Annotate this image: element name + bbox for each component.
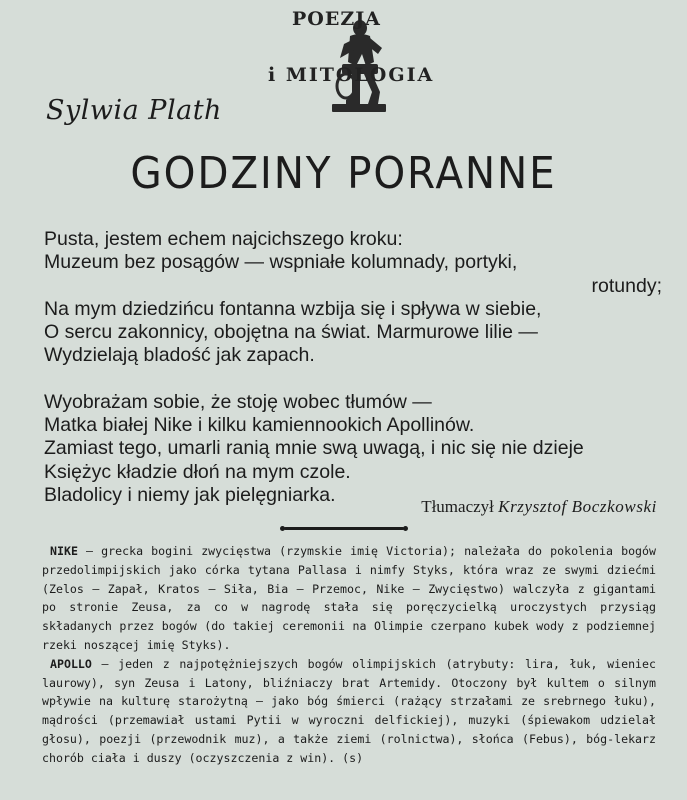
- poem-body: [44, 228, 664, 507]
- poem-line: Na mym dziedzińcu fontanna wzbija się i spływa w siebie,: [44, 297, 542, 320]
- note-term: NIKE: [50, 544, 78, 558]
- masthead-top-text: POEZJA: [292, 8, 381, 30]
- note-term: APOLLO: [50, 656, 92, 671]
- note-text: — grecka bogini zwycięstwa (rzymskie imię Victoria); należała do pokolenia bogów przedolimpijskich jako córka tytana Pallasa i nimfy Styks, która wraz ze swymi dziećmi (Zelos — Zapał, Kratos — Siła, Bia — Przemoc, Nike — Zwycięstwo) walczyła z gigantami po stronie Zeusa, za co w nagrodę stała się poręczycielką uroczystych przysiąg składanych przez bogów (do takiej ceremonii na Olimpie czerpano kubek wody z podziemnej rzeki noszącej imię Styks).: [42, 544, 656, 652]
- note-nike: [42, 542, 656, 655]
- poem-line: Księżyc kładzie dłoń na mym czole.: [44, 460, 351, 483]
- poem-line: Pusta, jestem echem najcichszego kroku:: [44, 228, 403, 250]
- note-text: — jeden z najpotężniejszych bogów olimpijskich (atrybuty: lira, łuk, wieniec laurowy), syn Zeusa i Latony, bliźniaczy brat Artemidy. Otoczony był kultem o silnym wpływie na kulturę starożytną — jako bóg śmierci (rażący strzałami ze srebrnego łuku), mądrości (przemawiał ustami Pytii w wyroczni delfickiej), muzyki (śpiewakom udzielał głosu), poezji (przewodnik muz), a także ziemi (rolnictwa), słońca (Febus), bóg-lekarz chorób ciała i duszy (oczyszczenia z win). (s): [42, 656, 656, 765]
- poem-line: rotundy;: [591, 274, 662, 297]
- poem-line: Bladolicy i niemy jak pielęgniarka.: [44, 483, 336, 506]
- poem-title: GODZINY PORANNE: [130, 148, 557, 199]
- poem-line: O sercu zakonnicy, obojętna na świat. Marmurowe lilie —: [44, 321, 538, 344]
- poem-line: Wyobrażam sobie, że stoję wobec tłumów —: [44, 390, 432, 413]
- translator-name: Krzysztof Boczkowski: [498, 497, 657, 516]
- stanza-break: [44, 368, 664, 391]
- note-apollo: [42, 655, 656, 768]
- masthead-bottom-text: i MITOLOGIA: [268, 64, 435, 86]
- poem-line: Wydzielają bladość jak zapach.: [44, 344, 315, 367]
- poem-line: Matka białej Nike i kilku kamiennookich Apollinów.: [44, 414, 475, 437]
- poem-line: Zamiast tego, umarli ranią mnie swą uwagą, i nic się nie dzieje: [44, 437, 584, 460]
- section-divider: [284, 527, 404, 530]
- mythology-notes: [42, 542, 656, 768]
- poem-line: Muzeum bez posągów — wspniałe kolumnady, portyki,: [44, 251, 518, 274]
- translator-credit: [421, 497, 657, 517]
- author-name: Sylwia Plath: [46, 95, 222, 126]
- translator-label: Tłumaczył: [421, 497, 494, 516]
- masthead-logo: [262, 4, 442, 116]
